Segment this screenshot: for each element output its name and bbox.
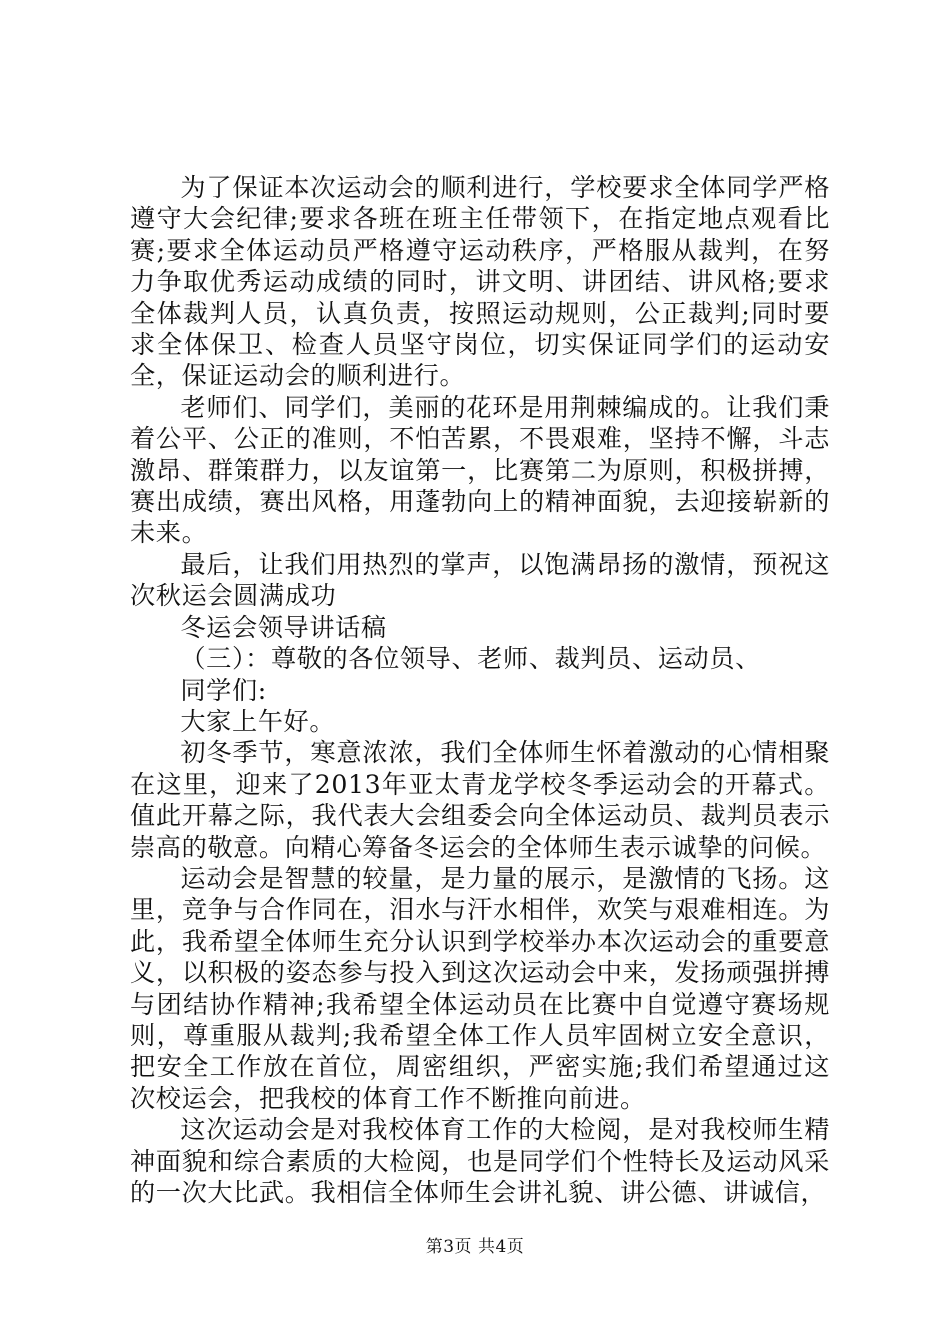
salutation-line: 大家上午好。 — [180, 706, 336, 736]
speech-subheading: （三）：尊敬的各位领导、老师、裁判员、运动员、 — [180, 644, 761, 674]
speech-heading: 冬运会领导讲话稿 — [180, 612, 387, 642]
paragraph-grand-review: 这次运动会是对我校体育工作的大检阅，是对我校师生精神面貌和综合素质的大检阅，也是同学们个性特长及运动风采的一次大比武。我相信全体师生会讲礼貌、讲公德、讲诚信， — [130, 1115, 830, 1207]
paragraph-closing-wishes: 最后，让我们用热烈的掌声，以饱满昂扬的激情，预祝这次秋运会圆满成功 — [130, 549, 830, 611]
page-number-footer: 第3页 共4页 — [425, 1237, 525, 1257]
document-body — [130, 172, 830, 1208]
paragraph-safety-requirements: 为了保证本次运动会的顺利进行，学校要求全体同学严格遵守大会纪律;要求各班在班主任带领下，在指定地点观看比赛;要求全体运动员严格遵守运动秩序，严格服从裁判，在努力争取优秀运动成绩的同时，讲文明、讲团结、讲风格;要求全体裁判人员，认真负责，按照运动规则，公正裁判;同时要求全体保卫、检查人员坚守岗位，切实保证同学们的运动安全，保证运动会的顺利进行。 — [130, 173, 830, 391]
paragraph-teachers-students: 老师们、同学们，美丽的花环是用荆棘编成的。让我们秉着公平、公正的准则，不怕苦累，不畏艰难，坚持不懈，斗志激昂、群策群力，以友谊第一，比赛第二为原则，积极拼搏，赛出成绩，赛出风格，用蓬勃向上的精神面貌，去迎接崭新的未来。 — [130, 392, 830, 548]
greeting-line: 同学们: — [180, 675, 267, 705]
paragraph-sports-meaning: 运动会是智慧的较量，是力量的展示，是激情的飞扬。这里，竞争与合作同在，泪水与汗水相伴，欢笑与艰难相连。为此，我希望全体师生充分认识到学校举办本次运动会的重要意义，以积极的姿态参与投入到这次运动会中来，发扬顽强拼搏与团结协作精神;我希望全体运动员在比赛中自觉遵守赛场规则，尊重服从裁判;我希望全体工作人员牢固树立安全意识，把安全工作放在首位，周密组织，严密实施;我们希望通过这次校运会，把我校的体育工作不断推向前进。 — [130, 863, 830, 1113]
paragraph-early-winter: 初冬季节，寒意浓浓，我们全体师生怀着激动的心情相聚在这里，迎来了2013年亚太青龙学校冬季运动会的开幕式。值此开幕之际，我代表大会组委会向全体运动员、裁判员表示崇高的敬意。向精心筹备冬运会的全体师生表示诚挚的问候。 — [130, 738, 830, 862]
